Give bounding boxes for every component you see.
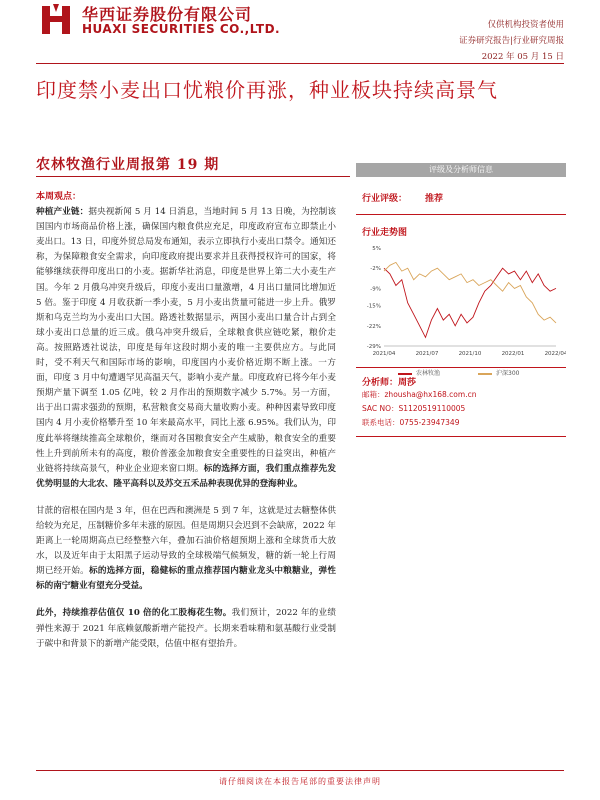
paragraph-chemical	[36, 606, 336, 651]
x-tick-label: 2021/07	[415, 351, 439, 357]
legend-label-agri: 农林牧渔	[416, 370, 441, 377]
x-tick-label: 2021/04	[372, 351, 396, 357]
legend-label-hs300: 沪深300	[496, 370, 520, 377]
y-tick-label: -15%	[366, 303, 381, 310]
analyst-divider-top	[356, 367, 566, 368]
y-tick-label: -2%	[370, 266, 381, 273]
rating-value: 推荐	[425, 194, 444, 204]
trend-title: 行业走势图	[362, 228, 408, 238]
trend-chart	[356, 242, 566, 362]
paragraph-sugar	[36, 504, 336, 595]
y-tick-label: -29%	[366, 344, 381, 350]
rating-header: 评级及分析师信息	[356, 163, 566, 177]
paragraph-text: 甘蔗的宿根在国内是 3 年，但在巴西和澳洲是 5 到 7 年，这就是过去糖整体供给较为充足，压制糖价多年未涨的原因。但是周期只会迟到不会缺席，2022 年距离上一轮周期高点已经整整六年，叠加石油价格超预期上涨和全球货币大放水，以及近年由于太阳黑子运动导致的全球极端气候频发，糖的新一轮上行周期已经开始。	[36, 505, 336, 577]
analyst-divider-bottom	[356, 436, 566, 437]
series-line-hs300	[384, 262, 556, 323]
analyst-sac: SAC NO：S1120519110005	[362, 404, 466, 413]
paragraph-recommendation: 标的选择方面，稳健标的重点推荐国内糖业龙头中粮糖业，弹性标的南宁糖业有望充分受益。	[36, 566, 336, 592]
paragraph-lead: 此外，持续推荐估值仅 10 倍的化工股梅花生物。	[36, 608, 232, 619]
paragraph-planting	[36, 205, 336, 492]
x-tick-label: 2022/04	[544, 351, 566, 357]
analyst-email[interactable]: 邮箱：zhousha@hx168.com.cn	[362, 390, 477, 399]
x-tick-label: 2022/01	[501, 351, 525, 357]
header-divider	[36, 63, 564, 64]
brand-name-en: HUAXI SECURITIES CO.,LTD.	[82, 22, 281, 36]
footer-divider	[36, 770, 564, 771]
brand-name-cn: 华西证券股份有限公司	[82, 5, 253, 24]
footer-disclaimer: 请仔细阅读在本报告尾部的重要法律声明	[219, 777, 381, 786]
rating-sidebar	[356, 163, 566, 380]
section-title: 本周观点：	[36, 192, 82, 202]
paragraph-recommendation: 标的选择方面，我们重点推荐先发优势明显的大北农、隆平高科以及苏交五禾品种表现优异的登海种业。	[36, 463, 336, 489]
y-tick-label: -9%	[370, 286, 381, 293]
body-text	[36, 190, 336, 652]
series-line-agri	[384, 268, 556, 337]
report-category: 证券研究报告|行业研究周报	[459, 36, 564, 46]
x-tick-label: 2021/10	[458, 351, 482, 357]
analyst-box	[356, 367, 566, 437]
subtitle-divider	[36, 176, 350, 177]
paragraph-text: 据央视新闻 5 月 14 日消息，当地时间 5 月 13 日晚，为控制该国国内市场商品价格上涨，确保国内粮食供应充足，印度政府宣布立即禁止小麦出口。13 日，印度外贸总局发布通知，表示立即执行小麦出口禁令。通知还称，为保障粮食安全需求，向印度政府提出要求并且获得授权许可的国家，将能够继续获得印度出口的小麦。据新华社消息，印度是世界上第二大小麦生产国。今年 2 月俄乌冲突升级后，印度小麦出口量激增，4 月出口量同比增加近 5 倍。鉴于印度 4 月收获新一季小麦，5 月小麦出货量可能进一步上升。俄罗斯和乌克兰均为小麦出口大国。路透社数据显示，两国小麦出口量合计占到全球小麦出口总量的近三成。俄乌冲突升级后，全球粮食供应链吃紧，粮价走高。按照路透社说法，印度是每年这段时期小麦的唯一主要供应方。与此同时，受不利天气和国际市场的影响，印度国内小麦价格近期不断上涨。一方面，印度 3 月中旬遭遇罕见高温天气，影响小麦产量。印度政府已将今年小麦预期产量下调至 1.05 亿吨，较 2 月作出的预期数字减少 5.7%。另一方面，出于出口需求强劲的预期，私营粮食交易商大量收购小麦。种种因素导致印度国内 4 月小麦价格攀升至 10 年来最高水平，同比上涨 6.95%。我们认为，印度此举将继续推高全球粮价，继而对各国粮食安全产生威胁，粮食安全的重要性上升到前所未有的高度，粮价普涨金加粮食安全重要性的日益突出，种植产业链将持续高景气，种业企业迎来窗口期。	[36, 207, 336, 474]
paragraph-lead: 种植产业链：	[36, 207, 89, 218]
industry-rating	[356, 191, 566, 204]
rating-label: 行业评级：	[362, 194, 408, 204]
huaxi-logo-icon	[36, 0, 76, 40]
analyst-phone: 联系电话：0755-23947349	[362, 418, 460, 427]
analyst-name: 分析师：周莎	[362, 378, 417, 388]
paragraph-text: 我们预计，2022 年的业绩弹性来源于 2021 年底赖氨酸新增产能投产。长期来看味精和氨基酸行业受制于碳中和背景下的新增产能受限，估值中枢有望抬升。	[36, 608, 336, 649]
y-tick-label: -22%	[366, 323, 381, 330]
sidebar-divider	[356, 214, 566, 215]
report-title: 印度禁小麦出口忧粮价再涨，种业板块持续高景气	[36, 78, 498, 102]
y-tick-label: 5%	[372, 246, 381, 252]
audience-note: 仅供机构投资者使用	[487, 20, 564, 30]
report-subtitle: 农林牧渔行业周报第 19 期	[36, 157, 220, 173]
report-date: 2022 年 05 月 15 日	[481, 52, 564, 62]
